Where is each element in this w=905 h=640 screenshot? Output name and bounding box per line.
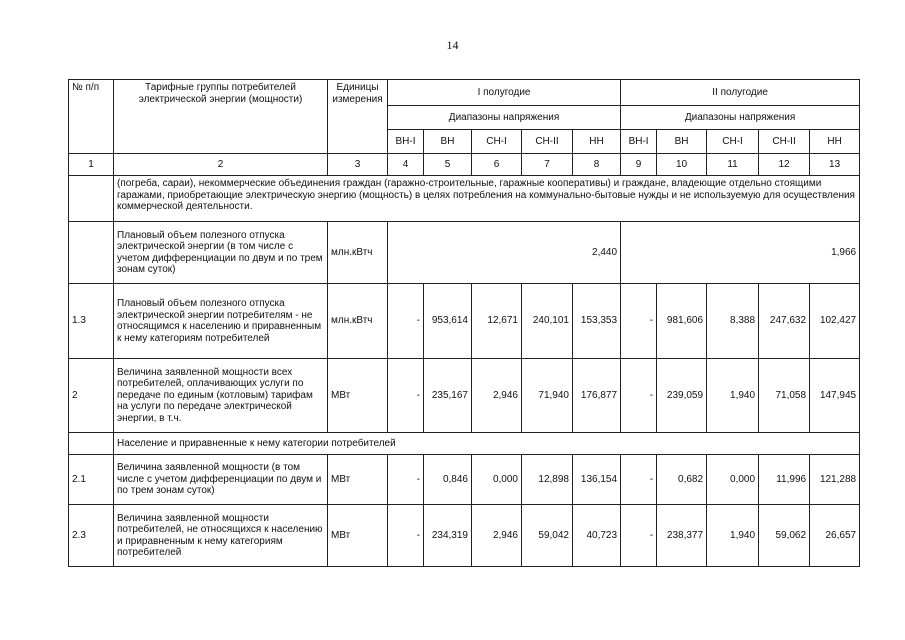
cell-value: 247,632: [759, 284, 810, 359]
header-half-2: II полугодие: [621, 80, 860, 106]
cell-value: 0,846: [424, 455, 472, 505]
header-level: СН-II: [522, 130, 573, 154]
intro-text: (погреба, сараи), некоммерческие объединения граждан (гаражно-строительные, гаражные кооперативы) и граждане, владеющие отдельно стоящими гаражами, приобретающие электрическую энергию (мощность) в целях потребления на коммунально-бытовые нужды и не используемую для осуществления коммерческой деятельности.: [114, 176, 860, 222]
cell-value: -: [388, 505, 424, 567]
row-number: 1.3: [69, 284, 114, 359]
cell-value: 121,288: [810, 455, 860, 505]
row-label: Величина заявленной мощности всех потребителей, оплачивающих услуги по передаче по единым (котловым) тарифам на услуги по передаче электрической энергии, в т.ч.: [114, 359, 328, 433]
cell-value: 2,946: [472, 505, 522, 567]
column-number: 7: [522, 154, 573, 176]
cell-value: 238,377: [657, 505, 707, 567]
column-number: 9: [621, 154, 657, 176]
column-number: 10: [657, 154, 707, 176]
plan-label: Плановый объем полезного отпуска электрической энергии (в том числе с учетом дифференциации по двум и по трем зонам суток): [114, 222, 328, 284]
header-level: НН: [573, 130, 621, 154]
column-number: 13: [810, 154, 860, 176]
row-unit: МВт: [328, 359, 388, 433]
column-number: 6: [472, 154, 522, 176]
cell-value: -: [388, 359, 424, 433]
cell-value: 239,059: [657, 359, 707, 433]
cell-value: -: [388, 455, 424, 505]
cell-value: -: [621, 455, 657, 505]
row-unit: млн.кВтч: [328, 284, 388, 359]
column-number: 11: [707, 154, 759, 176]
plan-unit: млн.кВтч: [328, 222, 388, 284]
cell-value: 2,946: [472, 359, 522, 433]
cell-value: 40,723: [573, 505, 621, 567]
cell-value: 176,877: [573, 359, 621, 433]
cell-value: 0,000: [707, 455, 759, 505]
section-title: Население и приравненные к нему категории потребителей: [114, 433, 860, 455]
cell-value: 102,427: [810, 284, 860, 359]
tariff-table: [68, 79, 860, 567]
cell-value: -: [621, 284, 657, 359]
column-number: 3: [328, 154, 388, 176]
cell-value: 1,940: [707, 359, 759, 433]
cell-value: -: [621, 359, 657, 433]
column-number: 4: [388, 154, 424, 176]
cell-value: 147,945: [810, 359, 860, 433]
cell-value: 136,154: [573, 455, 621, 505]
row-number: [69, 222, 114, 284]
plan-half-2-value: 1,966: [621, 222, 860, 284]
header-level: СН-II: [759, 130, 810, 154]
cell-value: 59,042: [522, 505, 573, 567]
cell-value: -: [621, 505, 657, 567]
cell-value: 953,614: [424, 284, 472, 359]
cell-value: -: [388, 284, 424, 359]
header-number: № п/п: [69, 80, 114, 154]
cell-value: 1,940: [707, 505, 759, 567]
cell-value: 0,000: [472, 455, 522, 505]
column-number: 2: [114, 154, 328, 176]
cell-value: 71,940: [522, 359, 573, 433]
header-level: СН-I: [472, 130, 522, 154]
column-number: 8: [573, 154, 621, 176]
cell-value: 12,898: [522, 455, 573, 505]
header-level: НН: [810, 130, 860, 154]
column-number: 1: [69, 154, 114, 176]
header-level: СН-I: [707, 130, 759, 154]
row-unit: МВт: [328, 505, 388, 567]
row-number: [69, 176, 114, 222]
cell-value: 59,062: [759, 505, 810, 567]
cell-value: 8,388: [707, 284, 759, 359]
row-unit: МВт: [328, 455, 388, 505]
cell-value: 26,657: [810, 505, 860, 567]
row-label: Величина заявленной мощности (в том числе с учетом дифференциации по двум и по трем зонам суток): [114, 455, 328, 505]
cell-value: 235,167: [424, 359, 472, 433]
cell-value: 71,058: [759, 359, 810, 433]
header-level: ВН: [657, 130, 707, 154]
header-ranges-1: Диапазоны напряжения: [388, 106, 621, 130]
cell-value: 11,996: [759, 455, 810, 505]
header-level: ВН-I: [388, 130, 424, 154]
row-label: Плановый объем полезного отпуска электрической энергии потребителям - не относящимся к населению и приравненным к нему категориям потребителей: [114, 284, 328, 359]
header-unit: Единицы измерения: [328, 80, 388, 154]
cell-value: 234,319: [424, 505, 472, 567]
plan-half-1-value: 2,440: [388, 222, 621, 284]
column-number: 5: [424, 154, 472, 176]
row-number: [69, 433, 114, 455]
page-number: 14: [446, 38, 459, 52]
cell-value: 981,606: [657, 284, 707, 359]
row-number: 2.1: [69, 455, 114, 505]
header-tariff-group: Тарифные группы потребителей электрической энергии (мощности): [114, 80, 328, 154]
header-half-1: I полугодие: [388, 80, 621, 106]
row-label: Величина заявленной мощности потребителей, не относящихся к населению и приравненным к нему категориям потребителей: [114, 505, 328, 567]
cell-value: 12,671: [472, 284, 522, 359]
header-level: ВН: [424, 130, 472, 154]
column-number: 12: [759, 154, 810, 176]
header-ranges-2: Диапазоны напряжения: [621, 106, 860, 130]
row-number: 2: [69, 359, 114, 433]
row-number: 2.3: [69, 505, 114, 567]
header-level: ВН-I: [621, 130, 657, 154]
cell-value: 0,682: [657, 455, 707, 505]
cell-value: 240,101: [522, 284, 573, 359]
cell-value: 153,353: [573, 284, 621, 359]
